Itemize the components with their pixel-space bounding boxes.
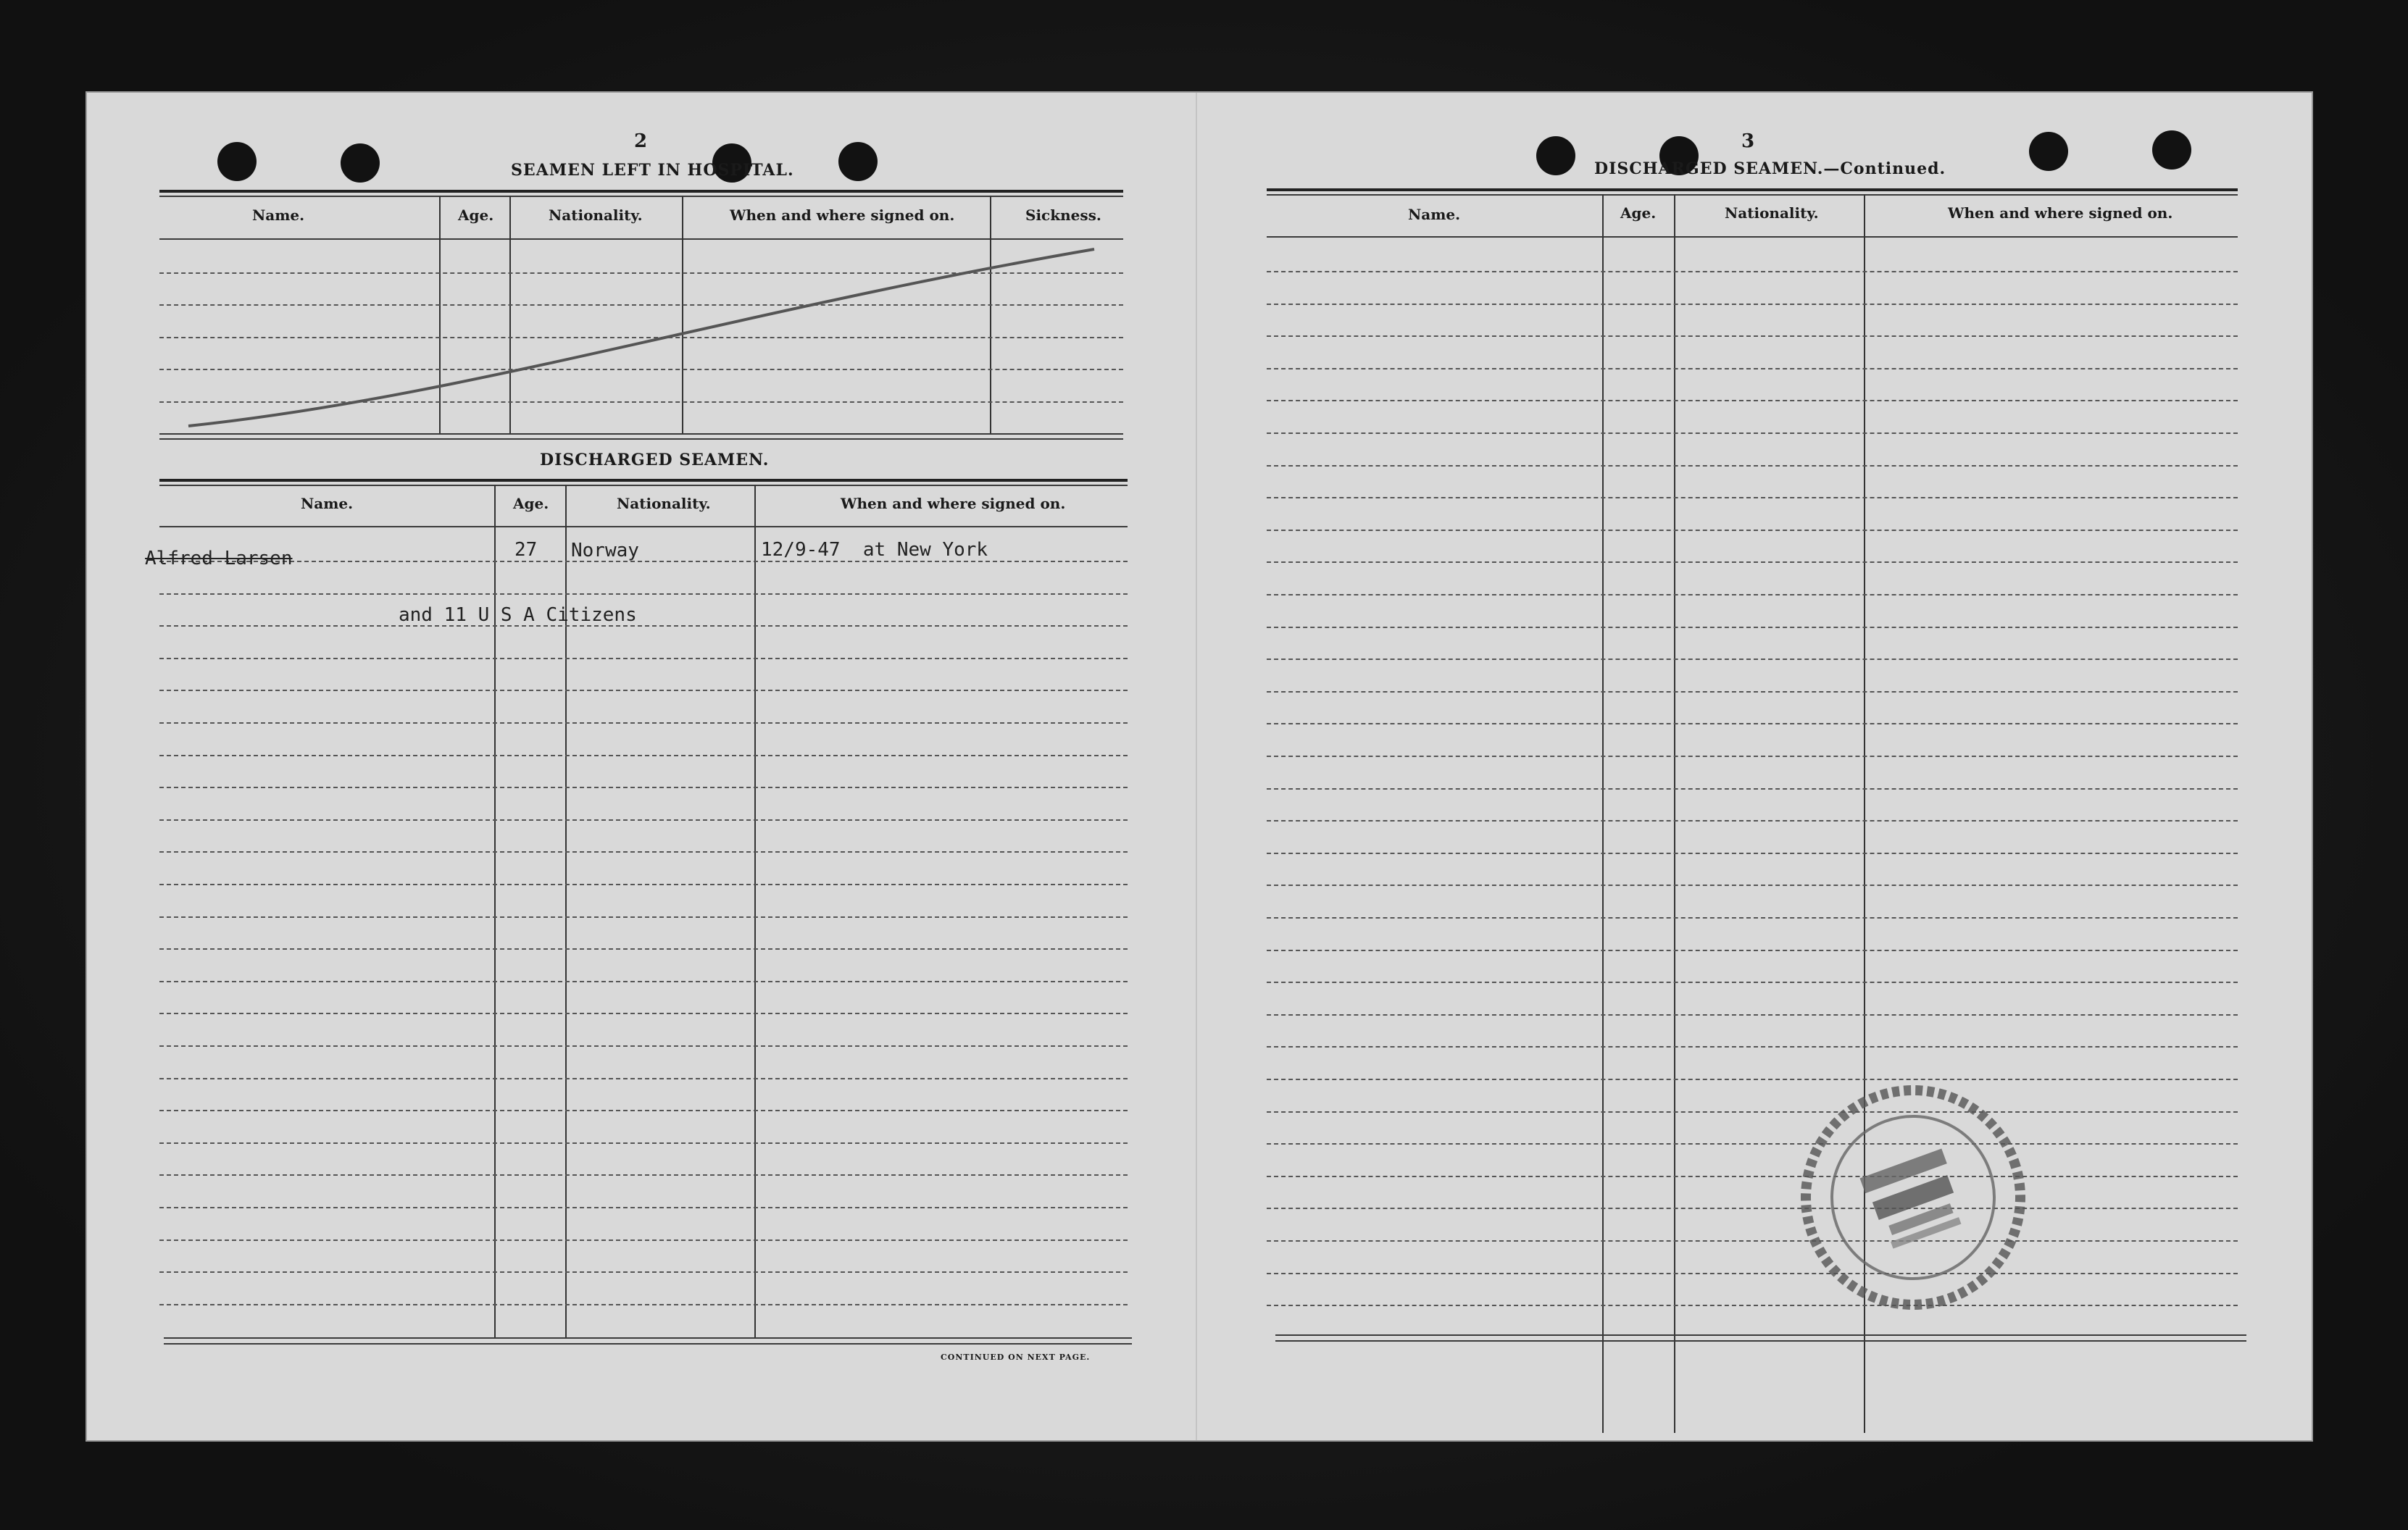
col-header-age: Age. [1620, 204, 1657, 222]
manifest-sheet [87, 93, 2312, 1440]
col-header-nationality: Nationality. [549, 206, 643, 224]
citizens-note: and 11 U S A Citizens [399, 604, 637, 626]
col-header-age: Age. [458, 206, 494, 224]
col-header-sickness: Sickness. [1025, 206, 1101, 224]
col-header-nationality: Nationality. [1725, 204, 1819, 222]
section-title-discharged: DISCHARGED SEAMEN. [540, 451, 770, 469]
col-header-signed-on: When and where signed on. [730, 206, 955, 224]
col-header-name: Name. [301, 495, 354, 512]
seaman-name: Alfred Larsen [145, 548, 293, 569]
col-header-name: Name. [252, 206, 305, 224]
col-header-nationality: Nationality. [617, 495, 711, 512]
col-header-signed-on: When and where signed on. [1948, 204, 2173, 222]
col-header-age: Age. [513, 495, 549, 512]
page-number: 2 [634, 130, 648, 152]
received-stamp [87, 93, 2312, 1440]
section-title-hospital: SEAMEN LEFT IN HOSPITAL. [511, 161, 794, 180]
col-header-signed-on: When and where signed on. [841, 495, 1066, 512]
col-header-name: Name. [1408, 206, 1461, 223]
continued-footer: CONTINUED ON NEXT PAGE. [941, 1353, 1091, 1362]
seaman-age: 27 [514, 539, 538, 561]
seaman-signed-on: 12/9-47 at New York [761, 539, 988, 561]
section-title-discharged-continued: DISCHARGED SEAMEN.—Continued. [1594, 159, 1946, 178]
page-number: 3 [1741, 130, 1755, 152]
seaman-nationality: Norway [571, 540, 639, 561]
